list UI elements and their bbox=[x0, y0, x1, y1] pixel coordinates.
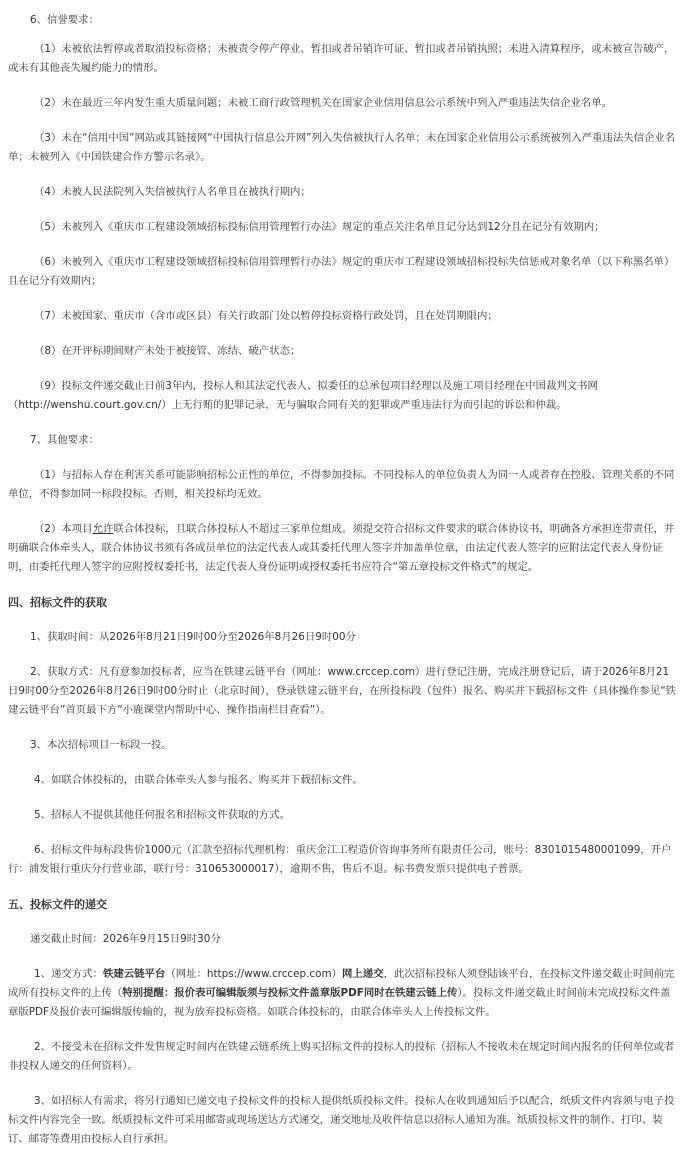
sec5-item-1-post: ）。投标文件递交截止时间前未完成投标文件盖章版PDF及报价表可编辑版传输的，视为放弃投标资格。如联合体投标的，由联合体牵头人上传投标文件。 bbox=[8, 987, 671, 1018]
s7-item-1: （1）与招标人存在利害关系可能影响招标公正性的单位，不得参加投标。不同投标人的单位负责人为同一人或者存在控股、管理关系的不同单位，不得参加同一标段投标。否则，相关投标均无效。 bbox=[8, 469, 675, 500]
s6-item-1: （1）未被依法暂停或者取消投标资格；未被责令停产停业、暂扣或者吊销许可证、暂扣或者吊销执照；未进入清算程序，或未被宣告破产，或未有其他丧失履约能力的情形。 bbox=[8, 43, 675, 74]
sec5-item-1-mid: ，此次招标投标人须登陆该平台，在投标文件递交截止时间前完成所有投标文件的上传（ bbox=[8, 968, 675, 999]
section-5-heading: 五、投标文件的递交 bbox=[8, 898, 107, 911]
sec5-item-1-platform: 铁建云链平台 bbox=[102, 968, 166, 980]
sec4-item-1: 1、获取时间：从2026年8月21日9时00分至2026年8月26日9时00分 bbox=[30, 631, 356, 643]
s7-item-2-post: 联合体投标，且联合体投标人不超过三家单位组成。须提交符合招标文件要求的联合体协议书，明确各方承担连带责任，并明确联合体牵头人，联合体协议书须有各成员单位的法定代表人或其委托代理人签字并加盖单位章，由法定代表人签字的应附法定代表人身份证明，由委托代理人签字的应附授权委托书，法定代表人身份证明或授权委托书应符合“第五章投标文件格式”的规定。 bbox=[8, 523, 675, 573]
s7-item-2 bbox=[8, 520, 679, 577]
s6-item-8: （8）在开评标期间财产未处于被接管、冻结、破产状态； bbox=[34, 345, 301, 357]
s7-item-2-pre: （2）本项目 bbox=[34, 523, 93, 535]
sec5-item-2: 2、不接受未在招标文件发售规定时间内在铁建云链系统上购买招标文件的投标人的投标（招标人不接收未在规定时间内报名的任何单位或者非投权人递交的任何资料）。 bbox=[8, 1041, 675, 1072]
sec5-item-3: 3、如招标人有需求，将另行通知已递交电子投标文件的投标人提供纸质投标文件。投标人在收到通知后予以配合，纸质文件内容须与电子投标文件内容完全一致。纸质投标文件可采用邮寄或现场送达方式递交，递交地址及收件信息以招标人通知为准。纸质投标文件的制作、打印、装订、邮寄等费用由投标人自行承担。 bbox=[8, 1095, 675, 1145]
section-4-heading: 四、招标文件的获取 bbox=[8, 596, 107, 609]
sec4-item-3: 3、本次招标项目一标段一投。 bbox=[30, 739, 172, 751]
sec4-item-4: 4、如联合体投标的，由联合体牵头人参与报名、购买并下载招标文件。 bbox=[34, 774, 363, 786]
s6-item-7: （7）未被国家、重庆市（含市或区县）有关行政部门处以暂停投标资格行政处罚，且在处罚期限内； bbox=[34, 310, 498, 322]
sec5-item-1 bbox=[8, 965, 679, 1022]
sec5-item-1-reminder: 特别提醒：报价表可编辑版须与投标文件盖章版PDF同时在铁建云链上传 bbox=[122, 987, 458, 999]
sec5-item-1-url: （网址：https://www.crccep.com） bbox=[165, 968, 343, 980]
s7-item-2-allowed: 允许 bbox=[92, 523, 114, 535]
sec4-item-5: 5、招标人不提供其他任何报名和招标文件获取的方式。 bbox=[34, 809, 290, 821]
sec4-item-6: 6、招标文件每标段售价1000元（汇款至招标代理机构：重庆金江工程造价咨询事务所有限责任公司，账号：8301015480001099，开户行：浦发银行重庆分行营业部，联行号：310653000017），逾期不售，售后不退。标书费发票只提供电子普票。 bbox=[8, 844, 672, 875]
sec5-item-1-pre: 1、递交方式： bbox=[34, 968, 103, 980]
s6-item-9: （9）投标文件递交截止日前3年内，投标人和其法定代表人、拟委任的总承包项目经理以及施工项目经理在中国裁判文书网（http://wenshu.court.gov.cn/）上无行贿的犯罪记录，无与骗取合同有关的犯罪或严重违法行为而引起的诉讼和仲裁。 bbox=[8, 380, 598, 411]
sec4-item-2: 2、获取方式：凡有意参加投标者，应当在铁建云链平台（网址：www.crccep.com）进行登记注册，完成注册登记后，请于2026年8月21日9时00分至2026年8月26日9时00分时止（北京时间），登录铁建云链平台，在所投标段（包件）报名、购买并下载招标文件（具体操作参见“铁建云链平台”首页最下方“小鹿课堂内帮助中心、操作指南栏目查看”）。 bbox=[8, 666, 676, 716]
s6-title: 6、信誉要求： bbox=[30, 14, 99, 26]
s6-item-2: （2）未在最近三年内发生重大质量问题；未被工商行政管理机关在国家企业信用信息公示系统中列入严重违法失信企业名单。 bbox=[34, 97, 613, 109]
s6-item-5: （5）未被列入《重庆市工程建设领域招标投标信用管理暂行办法》规定的重点关注名单且记分达到12分且在记分有效期内； bbox=[34, 221, 605, 233]
s6-item-4: （4）未被人民法院列入失信被执行人名单且在被执行期内； bbox=[34, 186, 311, 198]
s7-title: 7、其他要求： bbox=[30, 434, 99, 446]
sec5-item-1-online: 网上递交 bbox=[342, 968, 384, 980]
document-page bbox=[0, 11, 689, 1145]
s6-item-3: （3）未在“信用中国”网站或其链接网“中国执行信息公开网”列入失信被执行人名单；未在国家企业信用公示系统被列入严重违法失信企业名单；未被列入《中国铁建合作方警示名录》。 bbox=[8, 132, 676, 163]
sec5-deadline: 递交截止时间：2026年9月15日9时30分 bbox=[30, 933, 221, 945]
s6-item-6: （6）未被列入《重庆市工程建设领域招标投标信用管理暂行办法》规定的重庆市工程建设领域招标投标失信惩戒对象名单（以下称黑名单）且在记分有效期内； bbox=[8, 256, 675, 287]
